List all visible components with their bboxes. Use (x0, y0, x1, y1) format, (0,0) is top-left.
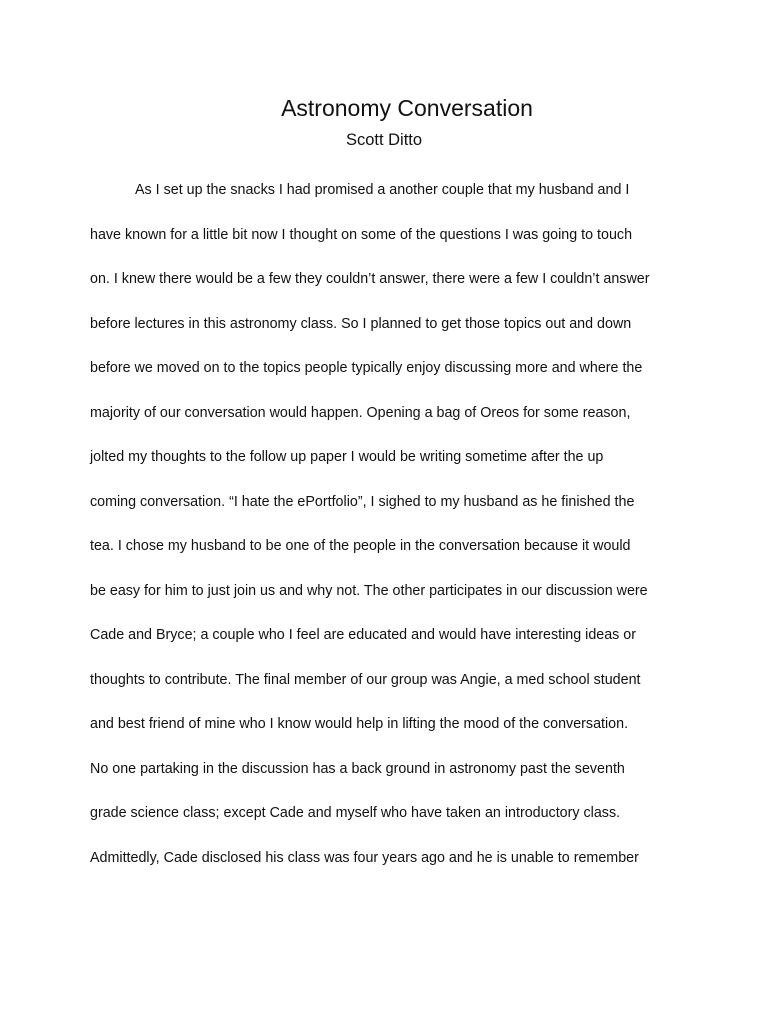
text-line: grade science class; except Cade and myself who have taken an introductory class. (90, 805, 621, 821)
text-line: be easy for him to just join us and why not. The other participates in our discussion were (90, 582, 648, 599)
text-line: before lectures in this astronomy class. So I planned to get those topics out and down (90, 315, 632, 332)
body-paragraph (90, 172, 690, 884)
text-line: jolted my thoughts to the follow up paper I would be writing sometime after the up (90, 449, 604, 465)
text-line: before we moved on to the topics people typically enjoy discussing more and where the (90, 360, 643, 376)
document-title: Astronomy Conversation (281, 95, 533, 121)
text-line: tea. I chose my husband to be one of the people in the conversation because it would (90, 538, 631, 554)
text-line: and best friend of mine who I know would help in lifting the mood of the conversation. (90, 716, 629, 732)
text-line: As I set up the snacks I had promised a another couple that my husband and I (135, 182, 630, 198)
text-line: No one partaking in the discussion has a back ground in astronomy past the seventh (90, 760, 625, 777)
document-author: Scott Ditto (345, 131, 423, 149)
text-line: have known for a little bit now I thought on some of the questions I was going to touch (90, 226, 633, 243)
text-line: Admittedly, Cade disclosed his class was four years ago and he is unable to remember (90, 849, 639, 866)
text-line: thoughts to contribute. The final member of our group was Angie, a med school student (90, 671, 641, 688)
text-line: coming conversation. “I hate the ePortfolio”, I sighed to my husband as he finished the (90, 493, 635, 510)
text-line: majority of our conversation would happen. Opening a bag of Oreos for some reason, (90, 404, 631, 421)
text-line: on. I knew there would be a few they couldn’t answer, there were a few I couldn’t answer (90, 271, 650, 287)
text-line: Cade and Bryce; a couple who I feel are educated and would have interesting ideas or (90, 627, 637, 643)
